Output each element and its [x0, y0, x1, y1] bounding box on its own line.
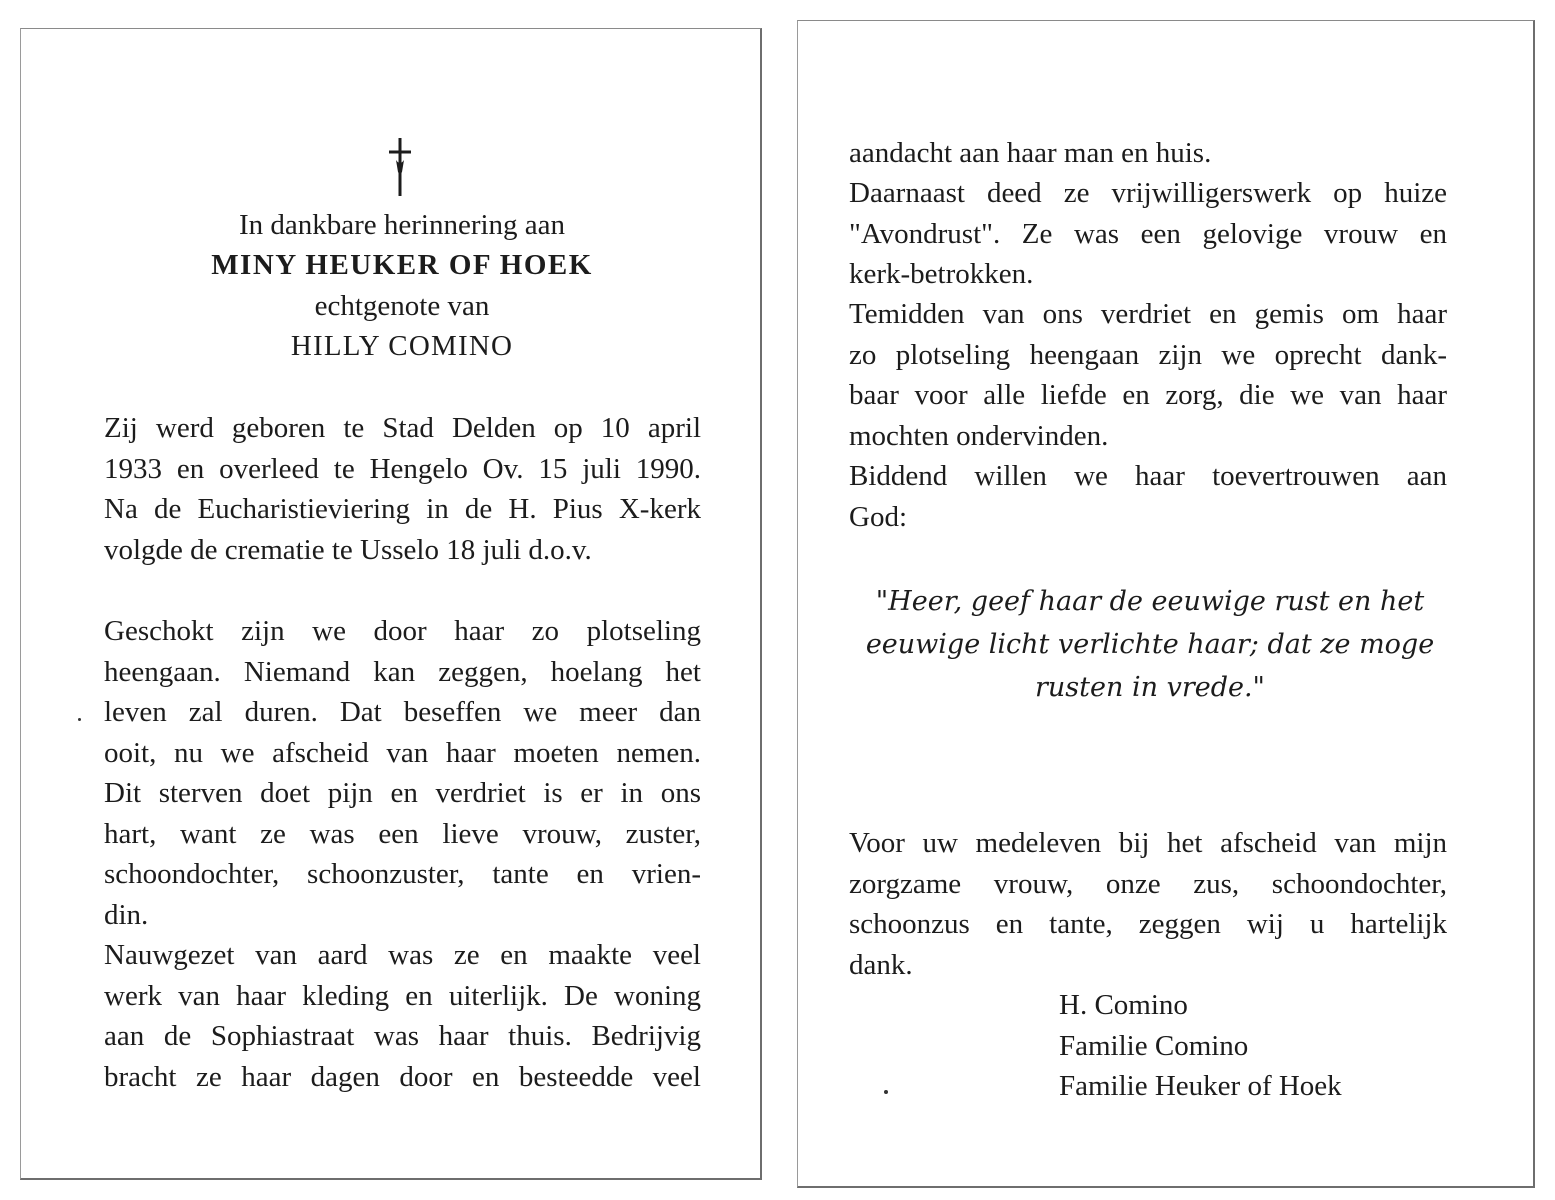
text-line: Zij werd geboren te Stad Delden op 10 april: [104, 412, 701, 444]
cross-icon: [380, 136, 420, 198]
text-line: Biddend willen we haar toevertrouwen aan: [849, 460, 1447, 492]
deceased-name: MINY HEUKER OF HOEK: [211, 249, 593, 281]
text-line: "Avondrust". Ze was een gelovige vrouw en: [849, 217, 1447, 250]
text-line: werk van haar kleding en uiterlijk. De woning: [104, 979, 701, 1012]
text-line: Geschokt zijn we door haar zo plotseling: [104, 615, 701, 647]
text-line: kerk-betrokken.: [849, 258, 1034, 290]
text-line: Dit sterven doet pijn en verdriet is er in ons: [104, 777, 701, 809]
text-line: baar voor alle liefde en zorg, die we van haar: [849, 379, 1447, 411]
text-line: hart, want ze was een lieve vrouw, zuster,: [104, 817, 701, 850]
text-line: Temidden van ons verdriet en gemis om haar: [849, 298, 1447, 330]
text-line: ooit, nu we afscheid van haar moeten nemen.: [104, 736, 701, 769]
birth-death-paragraph: [104, 408, 701, 570]
scan-speck: [78, 718, 81, 721]
thanks-paragraph: [849, 823, 1447, 985]
text-line: aandacht aan haar man en huis.: [849, 137, 1212, 169]
text-line: din.: [104, 898, 149, 931]
prayer-quote: [850, 580, 1450, 709]
text-line: schoonzus en tante, zeggen wij u hartelijk: [849, 908, 1447, 940]
text-line: 1933 en overleed te Hengelo Ov. 15 juli 1990.: [104, 452, 701, 485]
intro-line: In dankbare herinnering aan: [238, 209, 566, 241]
scan-speck: [884, 1090, 888, 1094]
signature-line: Familie Comino: [1059, 1029, 1249, 1062]
prayer-line: "Heer, geef haar de eeuwige rust en het: [875, 586, 1425, 617]
text-line: dank.: [849, 948, 913, 981]
text-line: aan de Sophiastraat was haar thuis. Bedrijvig: [104, 1020, 701, 1052]
text-line: God:: [849, 500, 907, 533]
text-line: bracht ze haar dagen door en besteedde veel: [104, 1060, 701, 1093]
text-line: Nauwgezet van aard was ze en maakte veel: [104, 939, 701, 971]
volunteer-paragraph: [849, 173, 1447, 295]
signatures: [1059, 985, 1342, 1107]
entrust-paragraph: [849, 456, 1447, 537]
text-line: zorgzame vrouw, onze zus, schoondochter,: [849, 867, 1447, 900]
spouse-name: HILLY COMINO: [290, 330, 514, 362]
grief-paragraph: [104, 611, 701, 935]
text-line: Daarnaast deed ze vrijwilligerswerk op huize: [849, 177, 1447, 209]
character-paragraph: [104, 935, 701, 1097]
prayer-line: rusten in vrede.": [1035, 672, 1265, 703]
signature-line: Familie Heuker of Hoek: [1059, 1070, 1342, 1102]
text-line: leven zal duren. Dat beseffen we meer dan: [104, 696, 701, 728]
gratitude-paragraph: [849, 294, 1447, 456]
text-line: zo plotseling heengaan zijn we oprecht dank-: [849, 338, 1447, 371]
signature-line: H. Comino: [1059, 989, 1188, 1021]
text-line: Na de Eucharistieviering in de H. Pius X-kerk: [104, 493, 701, 525]
text-line: mochten ondervinden.: [849, 419, 1109, 452]
prayer-line: eeuwige licht verlichte haar; dat ze moge: [865, 629, 1435, 660]
continuation-paragraph: [849, 133, 1447, 174]
text-line: heengaan. Niemand kan zeggen, hoelang het: [104, 655, 701, 688]
text-line: volgde de crematie te Usselo 18 juli d.o.v.: [104, 533, 592, 566]
relation-line: echtgenote van: [314, 290, 490, 322]
text-line: schoondochter, schoonzuster, tante en vrien-: [104, 858, 701, 890]
text-line: Voor uw medeleven bij het afscheid van mijn: [849, 827, 1447, 859]
